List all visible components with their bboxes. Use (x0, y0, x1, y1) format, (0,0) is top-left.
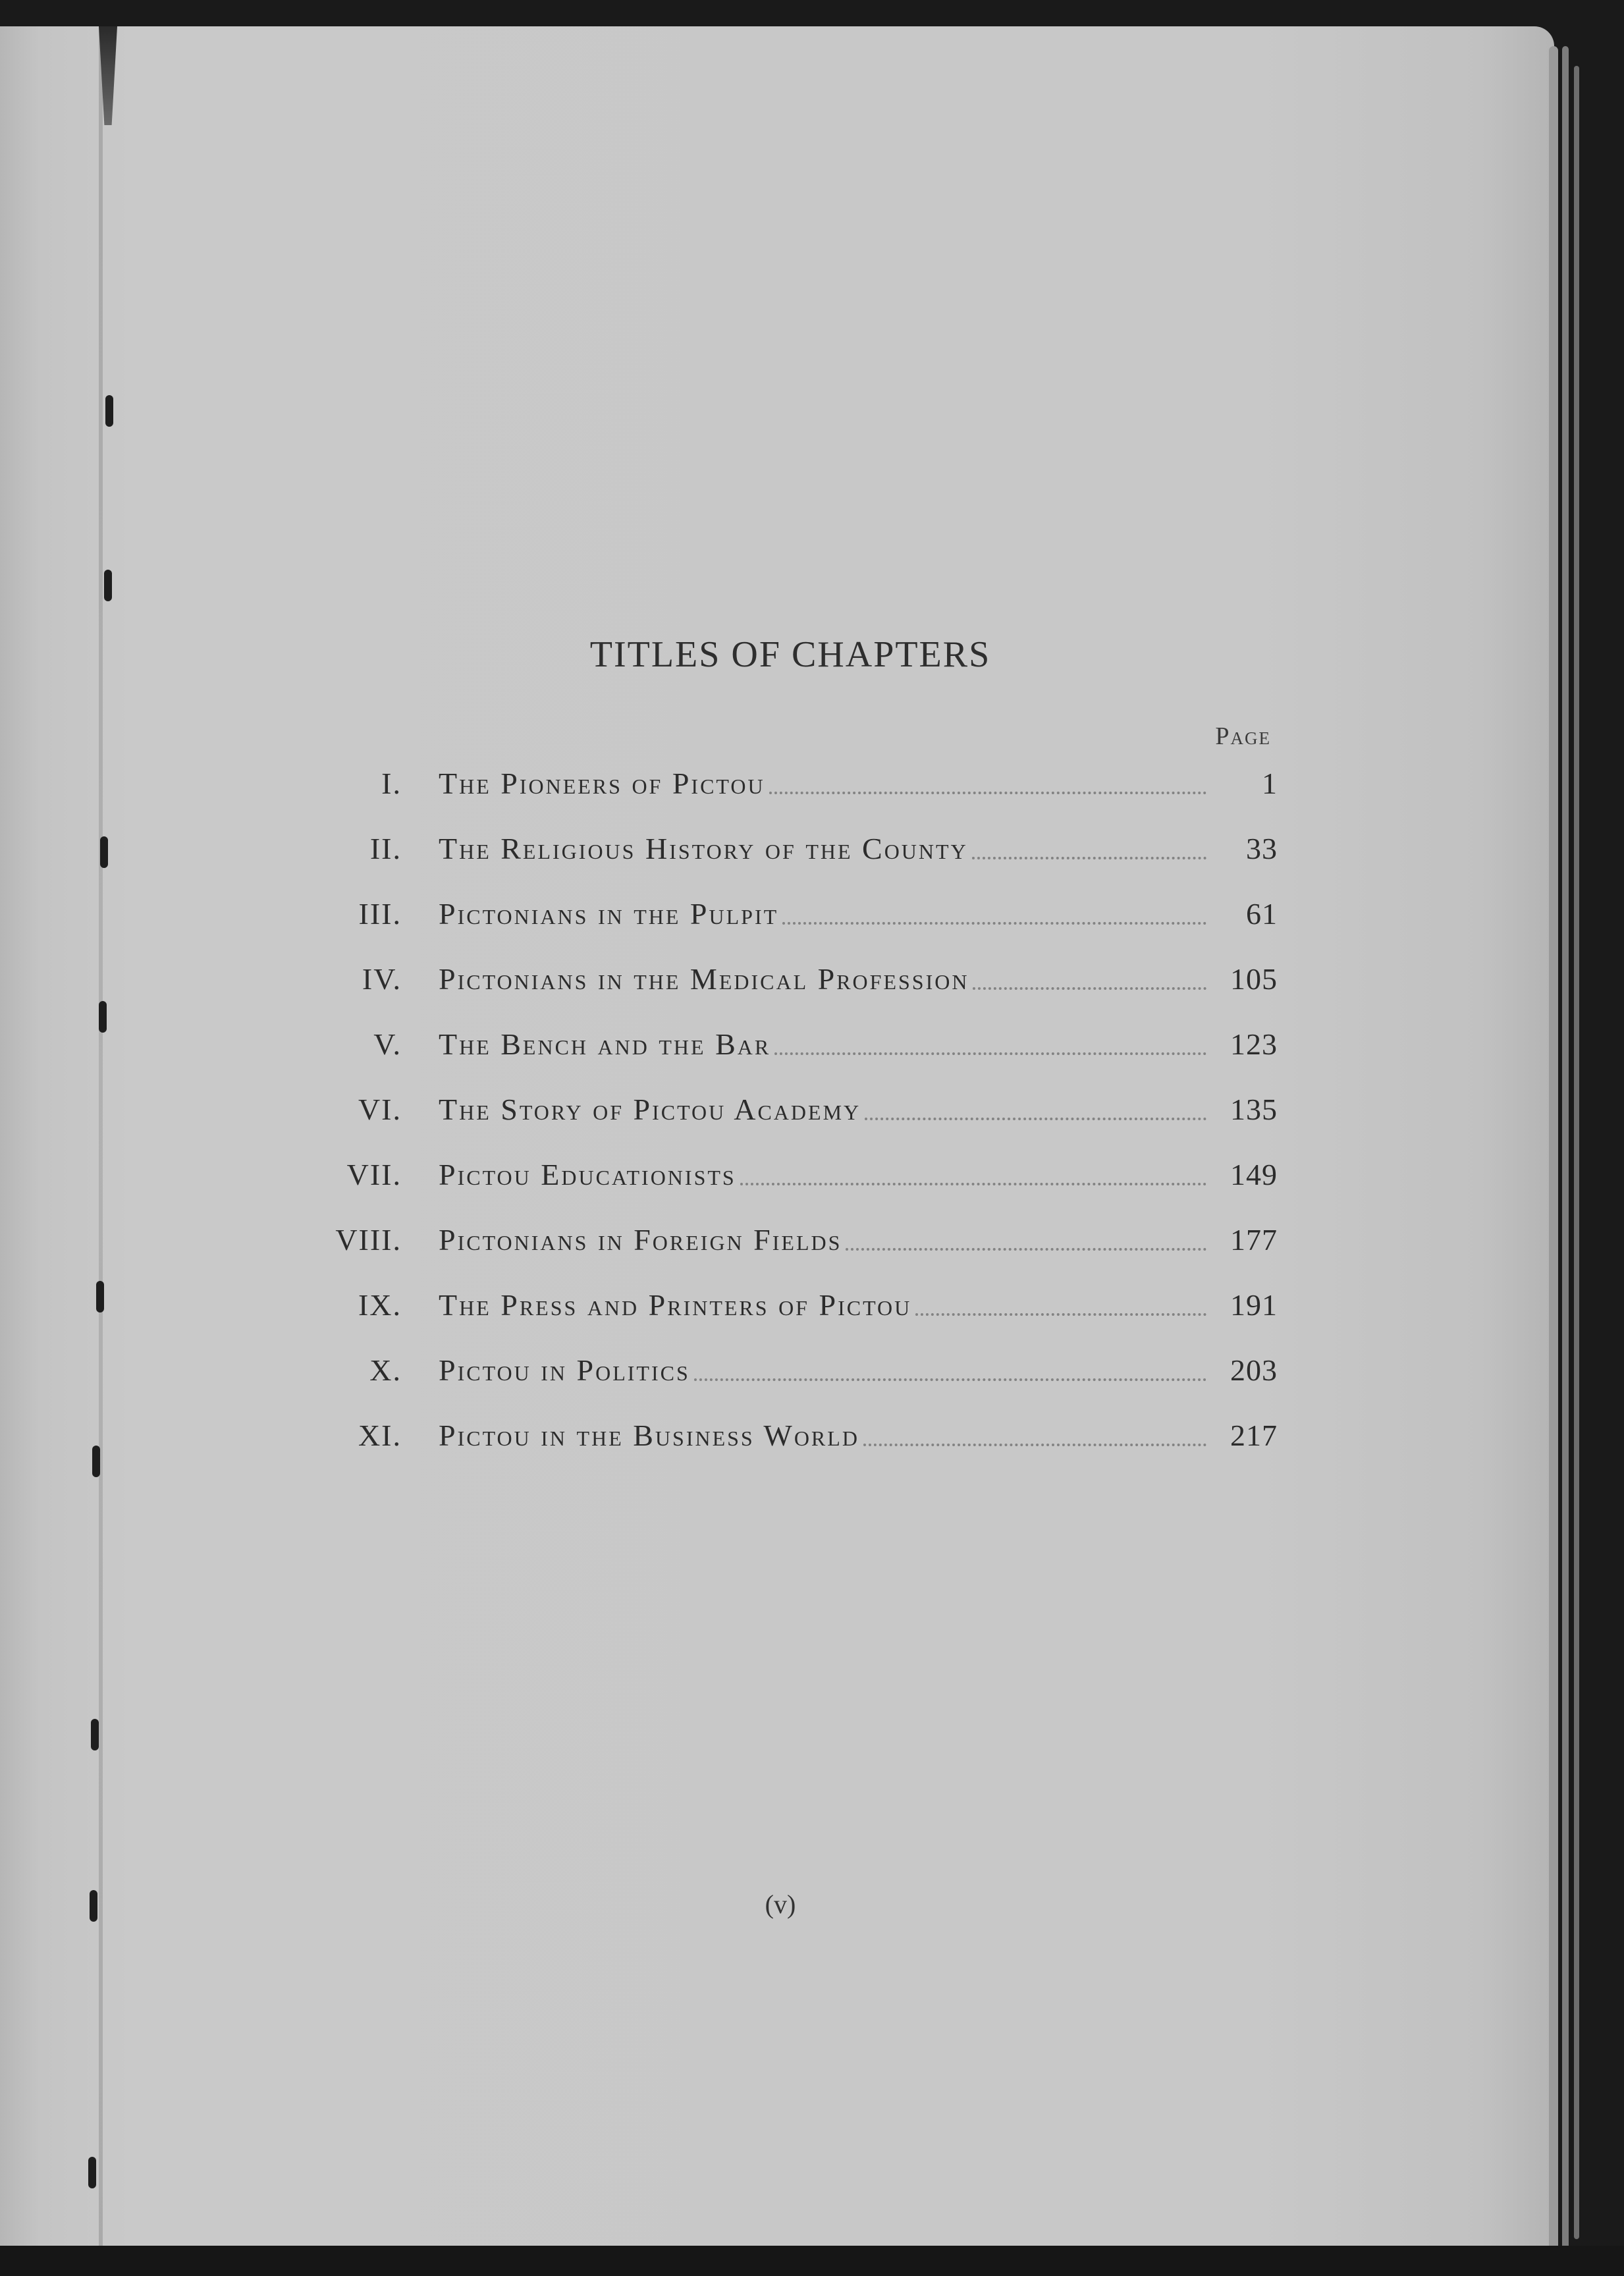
chapter-page-number: 61 (1246, 897, 1278, 931)
chapter-numeral: II. (369, 832, 402, 865)
binding-stitch (104, 570, 112, 601)
chapter-page-number: 1 (1262, 767, 1278, 800)
chapter-title: Pictou in the Business World (439, 1419, 859, 1452)
chapter-page-number: 123 (1230, 1027, 1278, 1061)
dot-leader (846, 1248, 1206, 1251)
chapter-page-number: 135 (1230, 1093, 1278, 1126)
chapter-title: The Pioneers of Pictou (439, 767, 765, 800)
chapter-numeral: VII. (346, 1158, 402, 1191)
chapter-title: The Press and Printers of Pictou (439, 1288, 912, 1322)
chapter-numeral: IV. (362, 962, 402, 996)
chapter-numeral: X. (369, 1353, 402, 1387)
page-edge (1574, 66, 1579, 2239)
binding-gutter (99, 26, 103, 2262)
toc-entry (290, 1403, 1278, 1468)
toc-entry (290, 1077, 1278, 1142)
toc-entry (290, 816, 1278, 881)
dot-leader (915, 1313, 1206, 1316)
chapter-page-number: 177 (1230, 1223, 1278, 1257)
toc-entry (290, 881, 1278, 946)
chapter-title: The Religious History of the County (439, 832, 968, 865)
dot-leader (694, 1378, 1206, 1381)
page-title: TITLES OF CHAPTERS (589, 634, 991, 675)
dot-leader (972, 857, 1206, 859)
binding-stitch (99, 1001, 107, 1033)
chapter-page-number: 33 (1246, 832, 1278, 865)
chapter-page-number: 105 (1230, 962, 1278, 996)
binding-stitch (90, 1890, 97, 1922)
chapter-numeral: XI. (358, 1419, 402, 1452)
dot-leader (863, 1444, 1206, 1446)
dot-leader (782, 922, 1206, 925)
dot-leader (769, 792, 1206, 794)
toc-entry (290, 946, 1278, 1012)
chapter-page-number: 217 (1230, 1419, 1278, 1452)
toc-entry (290, 1272, 1278, 1338)
binding-stitch (88, 2157, 96, 2188)
chapter-numeral: VI. (358, 1093, 402, 1126)
dot-leader (865, 1118, 1206, 1120)
chapter-numeral: V. (373, 1027, 402, 1061)
chapter-numeral: III. (358, 897, 402, 931)
page-folio: (v) (765, 1889, 796, 1919)
page-edge (1562, 46, 1569, 2272)
dot-leader (740, 1183, 1206, 1185)
page-edge (1549, 46, 1558, 2272)
binding-stitch (105, 395, 113, 427)
binding-stitch (92, 1446, 100, 1477)
toc-entry (290, 1142, 1278, 1207)
binding-stitch (91, 1719, 99, 1750)
binding-stitch (96, 1281, 104, 1313)
chapter-title: Pictou Educationists (439, 1158, 736, 1191)
chapter-title: Pictou in Politics (439, 1353, 690, 1387)
chapter-page-number: 203 (1230, 1353, 1278, 1387)
chapter-title: The Bench and the Bar (439, 1027, 771, 1061)
toc-entry (290, 1338, 1278, 1403)
binding-stitch (100, 836, 108, 868)
page-column-label: Page (1215, 722, 1271, 750)
dot-leader (774, 1052, 1206, 1055)
chapter-numeral: IX. (358, 1288, 402, 1322)
scan-border (0, 2246, 1624, 2276)
dot-leader (973, 987, 1206, 990)
toc-entry (290, 751, 1278, 816)
toc-entry (290, 1012, 1278, 1077)
table-of-contents (290, 751, 1278, 1468)
chapter-page-number: 191 (1230, 1288, 1278, 1322)
chapter-page-number: 149 (1230, 1158, 1278, 1191)
chapter-numeral: I. (381, 767, 402, 800)
chapter-title: Pictonians in the Pulpit (439, 897, 779, 931)
chapter-title: Pictonians in Foreign Fields (439, 1223, 842, 1257)
toc-entry (290, 1207, 1278, 1272)
chapter-numeral: VIII. (335, 1223, 402, 1257)
chapter-title: The Story of Pictou Academy (439, 1093, 861, 1126)
chapter-title: Pictonians in the Medical Profession (439, 962, 969, 996)
